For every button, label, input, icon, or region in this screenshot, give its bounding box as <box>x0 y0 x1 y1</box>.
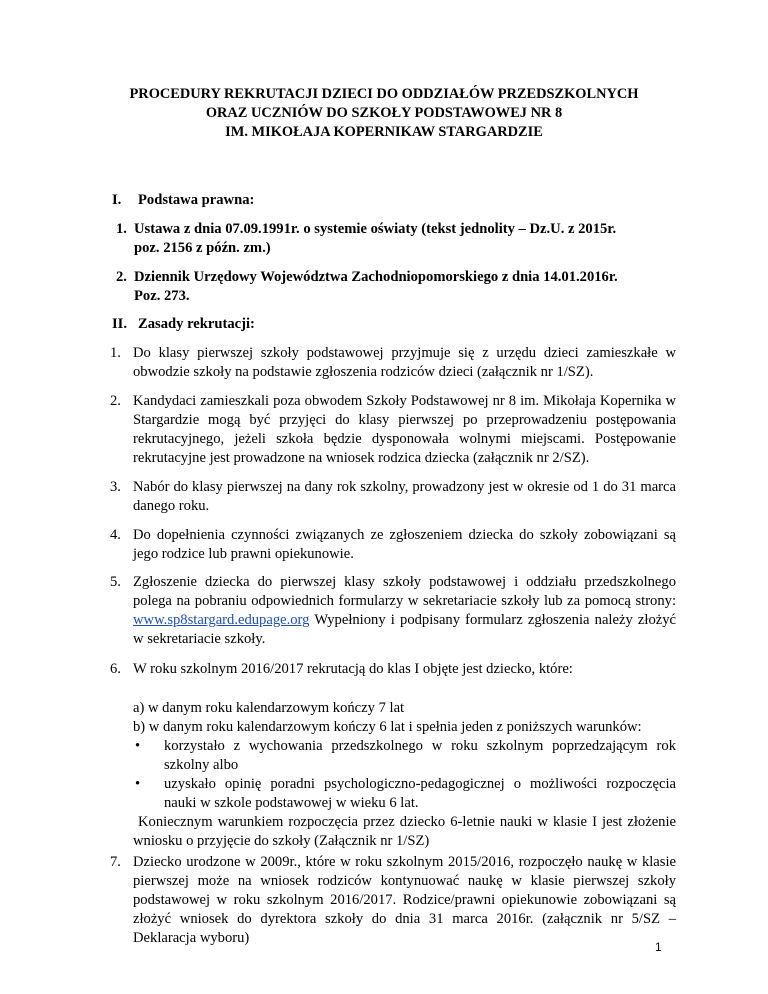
rule-number: 6. <box>110 661 121 677</box>
rule-number: 5. <box>110 574 121 590</box>
condition-bullet-1 <box>133 737 676 775</box>
document-title <box>0 85 768 142</box>
rule-text-before-link: Zgłoszenie dziecka do pierwszej klasy szkoły podstawowej i oddziału przedszkolnego polega na pobraniu odpowiednich formularzy w sekretariacie szkoły lub za pomocą strony: <box>133 574 676 609</box>
bullet-text: uzyskało opinię poradni psychologiczno-pedagogicznej o możliwości rozpoczęcia nauki w szkole podstawowej w wieku 6 lat. <box>164 776 676 811</box>
title-line-1: PROCEDURY REKRUTACJI DZIECI DO ODDZIAŁÓW PRZEDSZKOLNYCH <box>129 86 639 102</box>
section-heading-recruitment-rules <box>112 315 255 334</box>
bullet-icon: • <box>135 776 141 792</box>
rule-item-7 <box>110 853 676 948</box>
rule-item-6 <box>110 660 676 679</box>
rule-text: Do dopełnienia czynności związanych ze zgłoszeniem dziecka do szkoły zobowiązani są jego rodzice lub prawni opiekunowie. <box>133 527 676 562</box>
rule-text: Do klasy pierwszej szkoły podstawowej przyjmuje się z urzędu dzieci zamieszkałe w obwodzie szkoły na podstawie zgłoszenia rodziców dzieci (załącznik nr 1/SZ). <box>133 345 676 380</box>
rule-number: 2. <box>110 393 121 409</box>
rule-text: Nabór do klasy pierwszej na dany rok szkolny, prowadzony jest w okresie od 1 do 31 marca danego roku. <box>133 479 676 514</box>
law-number: 1. <box>116 221 127 237</box>
rule-number: 7. <box>110 854 121 870</box>
school-website-link[interactable]: www.sp8stargard.edupage.org <box>133 612 310 628</box>
page-number: 1 <box>655 940 662 954</box>
section-heading-legal-basis <box>112 191 254 210</box>
rule-number: 1. <box>110 345 121 361</box>
law-number: 2. <box>116 269 127 285</box>
title-line-2: ORAZ UCZNIÓW DO SZKOŁY PODSTAWOWEJ NR 8 <box>205 105 563 121</box>
rule-text: Dziecko urodzone w 2009r., które w roku szkolnym 2015/2016, rozpoczęło naukę w klasie pierwszej może na wniosek rodziców kontynuować naukę w klasie pierwszej szkoły podstawowej w roku szkolnym 2016/2017. Rodzice/prawni opiekunowie zobowiązani są złożyć wniosek do dyrektora szkoły do dnia 31 marca 2016r. (załącznik nr 5/SZ – Deklaracja wyboru) <box>133 854 676 946</box>
bullet-icon: • <box>135 738 141 754</box>
condition-closing: Koniecznym warunkiem rozpoczęcia przez dziecko 6-letnie nauki w klasie I jest złożenie wniosku o przyjęcie do szkoły (Załącznik nr 1/SZ) <box>133 814 676 849</box>
law-item-1 <box>116 220 662 258</box>
rule-6-conditions <box>133 699 676 851</box>
rule-item-1 <box>110 344 676 382</box>
section-title: Zasady rekrutacji: <box>138 316 255 332</box>
law-text-line-2: Poz. 273. <box>134 288 190 304</box>
condition-b: b) w danym roku kalendarzowym kończy 6 lat i spełnia jeden z poniższych warunków: <box>133 719 642 735</box>
rule-item-4 <box>110 526 676 564</box>
rule-text: Kandydaci zamieszkali poza obwodem Szkoły Podstawowej nr 8 im. Mikołaja Kopernika w Stargardzie mogą być przyjęci do klasy pierwszej po przeprowadzeniu postępowania rekrutacyjnego, jeżeli szkoła będzie dysponowała wolnymi miejscami. Postępowanie rekrutacyjne jest prowadzone na wniosek rodzica dziecka (załącznik nr 2/SZ). <box>133 393 676 466</box>
section-number: I. <box>112 192 122 208</box>
rule-text-after-link: Wypełniony i podpisany formularz zgłoszenia należy złożyć w sekretariacie szkoły. <box>133 612 676 647</box>
condition-bullet-2 <box>133 775 676 813</box>
rule-text: W roku szkolnym 2016/2017 rekrutacją do klas I objęte jest dziecko, które: <box>133 661 573 677</box>
section-number: II. <box>112 316 128 332</box>
rule-item-5 <box>110 573 676 649</box>
rule-item-2 <box>110 392 676 468</box>
rule-number: 4. <box>110 527 121 543</box>
law-text-line-1: Dziennik Urzędowy Województwa Zachodniopomorskiego z dnia 14.01.2016r. <box>134 269 618 285</box>
rule-text <box>110 573 676 649</box>
law-text-line-2: poz. 2156 z późn. zm.) <box>134 240 271 256</box>
law-text-line-1: Ustawa z dnia 07.09.1991r. o systemie oświaty (tekst jednolity – Dz.U. z 2015r. <box>134 221 617 237</box>
condition-a: a) w danym roku kalendarzowym kończy 7 lat <box>133 700 405 716</box>
bullet-text: korzystało z wychowania przedszkolnego w roku szkolnym poprzedzającym rok szkolny albo <box>164 738 676 773</box>
title-line-3: IM. MIKOŁAJA KOPERNIKAW STARGARDZIE <box>225 124 543 140</box>
section-title: Podstawa prawna: <box>138 192 255 208</box>
rule-number: 3. <box>110 479 121 495</box>
rule-item-3 <box>110 478 676 516</box>
law-item-2 <box>116 268 662 306</box>
